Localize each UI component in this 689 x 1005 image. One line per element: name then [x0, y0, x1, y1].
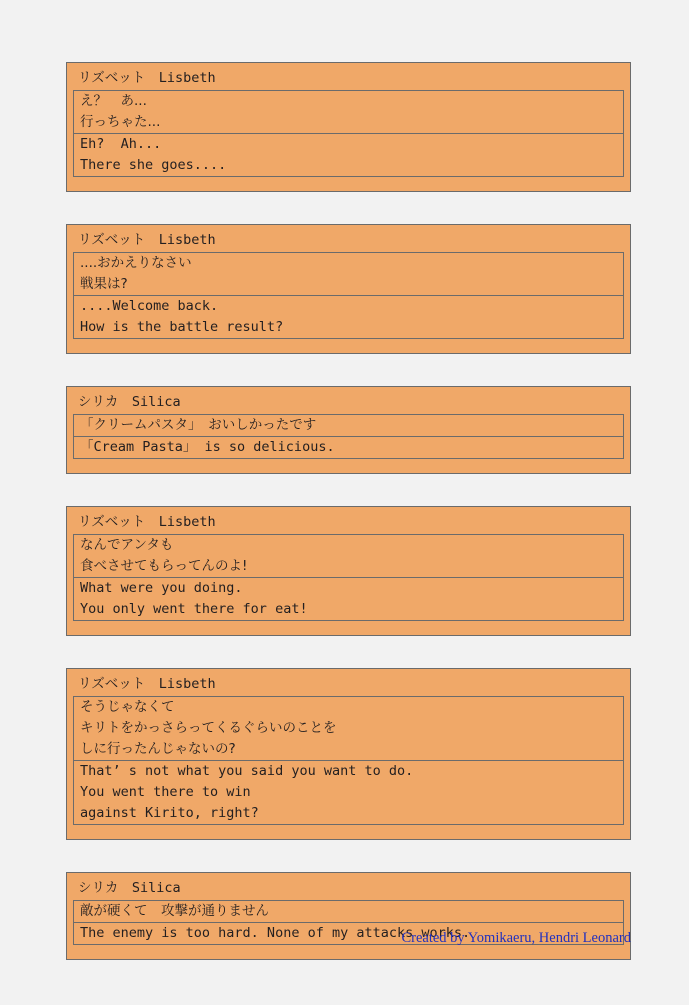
english-lines-box [73, 296, 624, 339]
dialog-line: 戦果は? [80, 276, 128, 292]
dialog-line: You went there to win [80, 784, 251, 800]
english-lines-box [73, 761, 624, 825]
dialog-line: What were you doing. [80, 580, 243, 596]
speaker-name: リズベット Lisbeth [78, 676, 216, 692]
english-lines-box [73, 134, 624, 177]
japanese-lines-box [73, 534, 624, 578]
english-lines-box [73, 578, 624, 621]
dialog-line: ....Welcome back. [80, 298, 219, 314]
speaker-name: リズベット Lisbeth [78, 70, 216, 86]
dialog-block [66, 506, 631, 636]
dialog-line: なんでアンタも [80, 537, 174, 553]
credit-text: Created by Yomikaeru, Hendri Leonard [401, 930, 631, 946]
speaker-name: シリカ Silica [78, 394, 181, 410]
dialog-line: How is the battle result? [80, 319, 284, 335]
speaker-name: リズベット Lisbeth [78, 232, 216, 248]
dialog-block [66, 224, 631, 354]
speaker-name: リズベット Lisbeth [78, 514, 216, 530]
dialog-line: 敵が硬くて 攻撃が通りません [80, 903, 269, 919]
japanese-lines-box [73, 252, 624, 296]
japanese-lines-box [73, 900, 624, 923]
dialog-line: That’ s not what you said you want to do. [80, 763, 414, 779]
dialog-line: against Kirito, right? [80, 805, 259, 821]
dialog-block [66, 386, 631, 474]
dialog-line: The enemy is too hard. None of my attacks works. [80, 925, 471, 941]
english-lines-box [73, 437, 624, 459]
dialog-line: ....おかえりなさい [80, 255, 192, 271]
speaker-name: シリカ Silica [78, 880, 181, 896]
dialog-line: 「Cream Pasta」 is so delicious. [80, 439, 335, 455]
japanese-lines-box [73, 90, 624, 134]
dialog-line: Eh? Ah... [80, 136, 162, 152]
dialog-block [66, 668, 631, 840]
dialog-line: そうじゃなくて [80, 699, 175, 715]
dialog-line: 食べさせてもらってんのよ! [80, 558, 248, 574]
dialog-block [66, 62, 631, 192]
dialog-line: 行っちゃた... [80, 114, 161, 130]
dialog-line: え？ あ... [80, 93, 147, 109]
japanese-lines-box [73, 696, 624, 761]
dialog-line: You only went there for eat! [80, 601, 308, 617]
dialog-line: There she goes.... [80, 157, 227, 173]
japanese-lines-box [73, 414, 624, 437]
dialog-line: しに行ったんじゃないの? [80, 741, 236, 757]
dialog-line: キリトをかっさらってくるぐらいのことを [80, 720, 337, 736]
dialog-line: 「クリームパスタ」 おいしかったです [80, 417, 317, 433]
